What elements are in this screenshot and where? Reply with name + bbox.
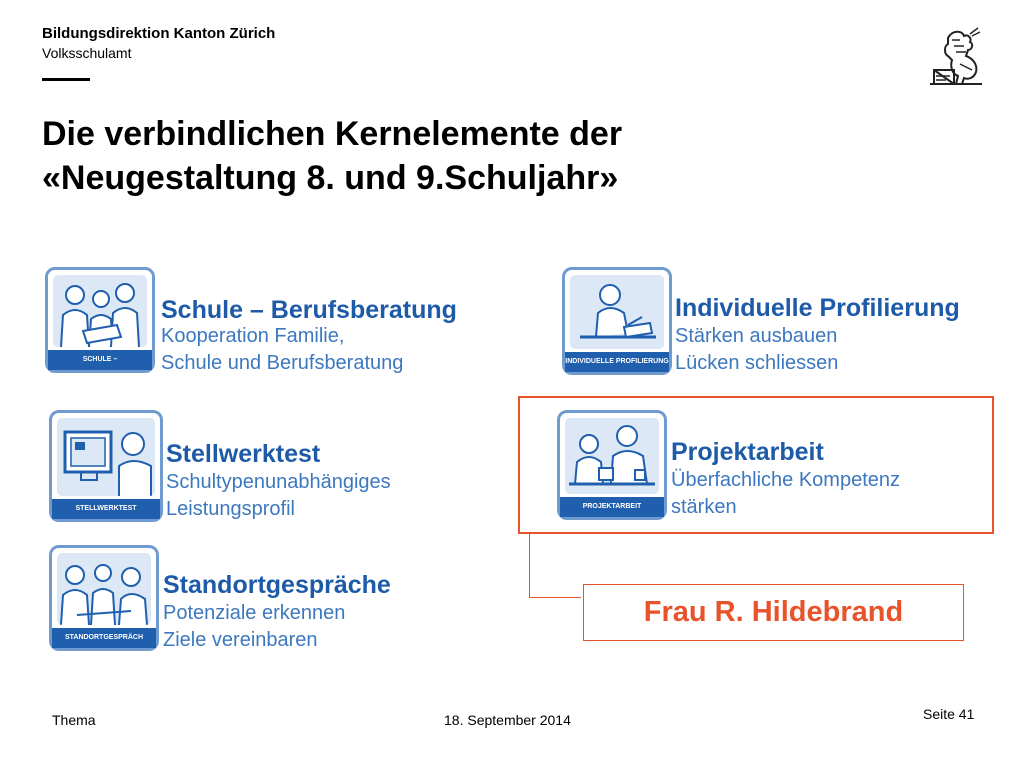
- module-title: Schule – Berufsberatung: [161, 296, 457, 324]
- module-line: Stärken ausbauen: [675, 325, 838, 347]
- pictogram-stellwerktest: [49, 410, 163, 522]
- module-line: Schultypenunabhängiges: [166, 471, 391, 493]
- pictogram-caption: INDIVIDUELLE PROFILIERUNG: [565, 352, 669, 372]
- module-title: Stellwerktest: [166, 440, 321, 468]
- zurich-lion-crest-icon: [926, 26, 986, 88]
- people-group-icon: [53, 275, 147, 347]
- pictogram-caption: PROJEKTARBEIT: [560, 497, 664, 517]
- pictogram-individuelle-profilierung: [562, 267, 672, 375]
- module-line: Überfachliche Kompetenz: [671, 469, 901, 491]
- pictogram-projektarbeit: [557, 410, 667, 520]
- module-line: Kooperation Familie,: [161, 325, 345, 347]
- pictogram-caption: SCHULE – BERUFSBERATUNG: [48, 350, 152, 370]
- responsible-person-box: Frau R. Hildebrand: [583, 584, 964, 641]
- pictogram-caption: STANDORTGESPRÄCH: [52, 628, 156, 648]
- org-name: Bildungsdirektion Kanton Zürich: [42, 25, 276, 42]
- pictogram-standortgespraech: [49, 545, 159, 651]
- conversation-group-icon: [57, 553, 151, 625]
- module-title: Standortgespräche: [163, 571, 391, 599]
- pictogram-caption: STELLWERKTEST: [52, 499, 160, 519]
- module-line: Potenziale erkennen: [163, 602, 346, 624]
- page-number: Seite 41: [923, 706, 975, 722]
- footer-topic: Thema: [52, 712, 96, 728]
- module-line: stärken: [671, 496, 737, 518]
- slide-title-line2: «Neugestaltung 8. und 9.Schuljahr»: [42, 159, 619, 197]
- callout-connector: [529, 534, 581, 598]
- module-title: Individuelle Profilierung: [675, 294, 960, 322]
- computer-user-icon: [57, 418, 155, 496]
- student-writing-icon: [570, 275, 664, 349]
- pictogram-schule-berufsberatung: [45, 267, 155, 383]
- module-line: Ziele vereinbaren: [163, 629, 318, 651]
- teamwork-icon: [565, 418, 659, 494]
- header-rule: [42, 78, 90, 81]
- module-line: Lücken schliessen: [675, 352, 839, 374]
- slide-title: [42, 112, 622, 200]
- module-line: Leistungsprofil: [166, 498, 295, 520]
- department-name: Volksschulamt: [42, 45, 132, 61]
- footer-date: 18. September 2014: [444, 712, 571, 728]
- module-title: Projektarbeit: [671, 438, 824, 466]
- slide-title-line1: Die verbindlichen Kernelemente der: [42, 115, 623, 153]
- module-line: Schule und Berufsberatung: [161, 352, 404, 374]
